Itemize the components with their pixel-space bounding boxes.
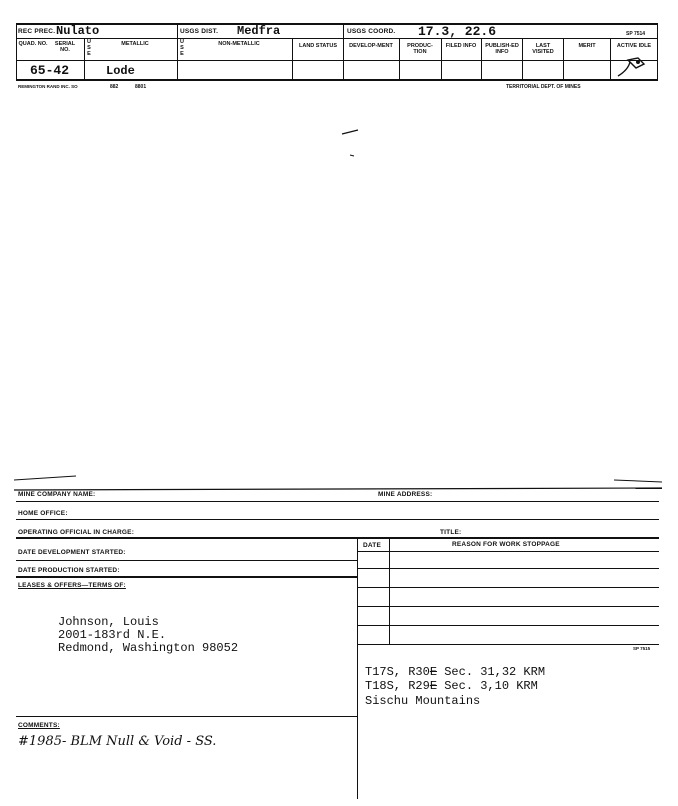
usgs-coord-value: 17.3, 22.6 — [418, 24, 497, 39]
owner-street: 2001-183rd N.E. — [58, 628, 167, 642]
vrule — [292, 38, 293, 80]
rule — [16, 716, 357, 717]
reason-col-header: REASON FOR WORK STOPPAGE — [452, 541, 560, 548]
col-filed-info: FILED INFO — [445, 43, 477, 49]
comments-label: COMMENTS: — [18, 722, 60, 729]
col-merit: MERIT — [578, 43, 596, 49]
owner-name: Johnson, Louis — [58, 615, 159, 629]
col-use-1: U S E — [87, 39, 91, 57]
col-land-status: LAND STATUS — [299, 43, 337, 49]
date-col-header: DATE — [363, 542, 382, 549]
rule-top-1 — [16, 23, 658, 25]
printer-text: REMINGTON RAND INC. SO — [18, 84, 78, 89]
owner-city: Redmond, Washington 98052 — [58, 641, 239, 655]
vrule — [399, 38, 400, 80]
rule-top-2 — [16, 38, 658, 39]
vrule — [610, 38, 611, 80]
speck-marks-icon — [340, 120, 370, 160]
rule — [357, 551, 659, 552]
rec-prec-value: Nulato — [56, 24, 100, 38]
vrule — [84, 38, 85, 80]
vrule — [657, 23, 658, 80]
vrule — [522, 38, 523, 80]
col-active-idle: ACTIVE IDLE — [616, 43, 652, 49]
printer-code-2: 8801 — [135, 84, 147, 90]
quad-serial-value: 65-42 — [30, 63, 70, 78]
col-development: DEVELOP-MENT — [349, 43, 393, 49]
location-line-1: T17S, R30E Sec. 31,32 KRM — [365, 665, 546, 679]
mine-address-label: MINE ADDRESS: — [378, 491, 433, 498]
printer-code-1: 882 — [110, 84, 119, 90]
rule — [357, 625, 659, 626]
skewed-rule-icon — [14, 468, 664, 498]
usgs-dist-label: USGS DIST. — [180, 28, 219, 35]
vrule-date — [389, 537, 390, 645]
rule — [16, 560, 357, 561]
rule — [357, 644, 659, 645]
col-published-info: PUBLISH-ED INFO — [485, 43, 519, 55]
operating-official-label: OPERATING OFFICIAL IN CHARGE: — [18, 529, 135, 536]
vrule — [481, 38, 482, 80]
prod-started-label: DATE PRODUCTION STARTED: — [18, 567, 120, 574]
vrule — [343, 23, 344, 80]
location-line-2: T18S, R29E Sec. 3,10 KRM — [365, 679, 538, 693]
rule — [16, 519, 659, 520]
usgs-coord-label: USGS COORD. — [347, 28, 396, 35]
col-last-visited: LAST VISITED — [532, 43, 554, 55]
rule-top-3 — [16, 60, 658, 61]
col-metallic: METALLIC — [121, 41, 149, 47]
dept-text: TERRITORIAL DEPT. OF MINES — [506, 84, 581, 90]
form-number-2: SP 7515 — [633, 646, 651, 651]
col-production: PRODUC-TION — [407, 43, 433, 55]
vrule-center — [357, 537, 358, 799]
rule — [357, 587, 659, 588]
col-use-2: U S E — [180, 39, 184, 57]
home-office-label: HOME OFFICE: — [18, 510, 68, 517]
vrule — [563, 38, 564, 80]
vrule — [441, 38, 442, 80]
rule — [16, 537, 659, 539]
comment-text: #1985- BLM Null & Void - SS. — [18, 734, 217, 749]
rule — [357, 568, 659, 569]
title-label: TITLE: — [440, 529, 462, 536]
rule — [16, 501, 659, 502]
col-quad-no: QUAD. NO. — [18, 41, 48, 47]
vrule — [16, 23, 17, 80]
location-line-3: Sischu Mountains — [365, 694, 481, 708]
rule — [16, 576, 357, 578]
rule — [357, 606, 659, 607]
col-non-metallic: NON-METALLIC — [218, 41, 260, 47]
metallic-value: Lode — [106, 64, 135, 78]
active-mark-icon — [614, 52, 650, 80]
col-serial-no: SERIAL NO. — [54, 41, 76, 53]
mine-company-label: MINE COMPANY NAME: — [18, 491, 96, 498]
usgs-dist-value: Medfra — [237, 24, 281, 38]
vrule — [177, 23, 178, 80]
form-number: SP 7514 — [626, 31, 646, 37]
rec-prec-label: REC PREC. — [18, 28, 56, 35]
leases-label: LEASES & OFFERS—TERMS OF: — [18, 582, 126, 589]
dev-started-label: DATE DEVELOPMENT STARTED: — [18, 549, 126, 556]
rule-top-4 — [16, 79, 658, 81]
